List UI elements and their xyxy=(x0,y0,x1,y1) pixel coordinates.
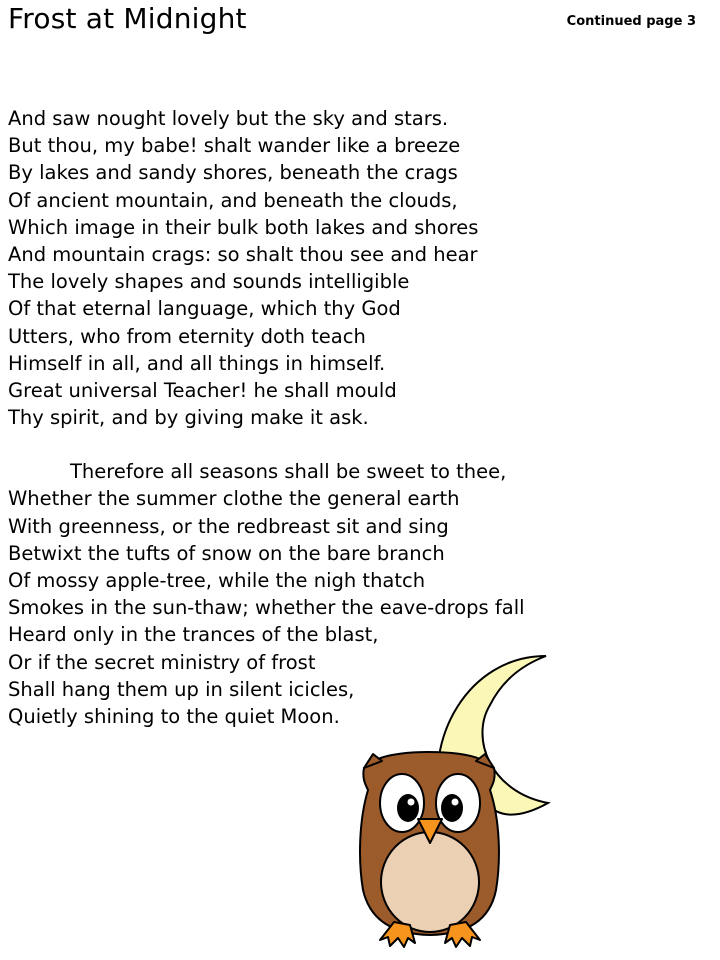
poem-line: Utters, who from eternity doth teach xyxy=(8,324,366,348)
poem-line: And saw nought lovely but the sky and stars. xyxy=(8,107,449,130)
owl-icon xyxy=(360,752,499,947)
poem-line: Smokes in the sun-thaw; whether the eave-drops fall xyxy=(8,596,525,620)
poem-line: Of ancient mountain, and beneath the clouds, xyxy=(8,188,458,212)
poem-line: Great universal Teacher! he shall mould xyxy=(8,378,397,402)
poem-line: Which image in their bulk both lakes and shores xyxy=(8,215,479,239)
poem-line: Quietly shining to the quiet Moon. xyxy=(8,704,340,728)
poem-line: Whether the summer clothe the general earth xyxy=(8,487,460,511)
page-title: Frost at Midnight xyxy=(8,2,247,35)
poem-line: Of that eternal language, which thy God xyxy=(8,297,401,321)
poem-line: The lovely shapes and sounds intelligible xyxy=(8,270,410,294)
poem-body xyxy=(8,105,708,730)
poem-line: But thou, my babe! shalt wander like a breeze xyxy=(8,134,461,158)
poem-line: Of mossy apple-tree, while the nigh thatch xyxy=(8,569,426,592)
poem-line: By lakes and sandy shores, beneath the crags xyxy=(8,161,458,185)
owl-moon-illustration xyxy=(350,650,570,955)
poem-line: Therefore all seasons shall be sweet to thee, xyxy=(70,460,507,484)
poem-line: Betwixt the tufts of snow on the bare branch xyxy=(8,541,445,565)
continued-note: Continued page 3 xyxy=(566,14,696,29)
poem-line: With greenness, or the redbreast sit and sing xyxy=(8,514,449,538)
poem-line: Shall hang them up in silent icicles, xyxy=(8,677,355,701)
poem-line: Himself in all, and all things in himself. xyxy=(8,351,386,375)
poem-line: And mountain crags: so shalt thou see and hear xyxy=(8,242,478,266)
stanza-1 xyxy=(8,105,708,431)
poem-line: Thy spirit, and by giving make it ask. xyxy=(8,406,369,430)
poem-line: Or if the secret ministry of frost xyxy=(8,650,316,674)
poem-line: Heard only in the trances of the blast, xyxy=(8,623,379,647)
